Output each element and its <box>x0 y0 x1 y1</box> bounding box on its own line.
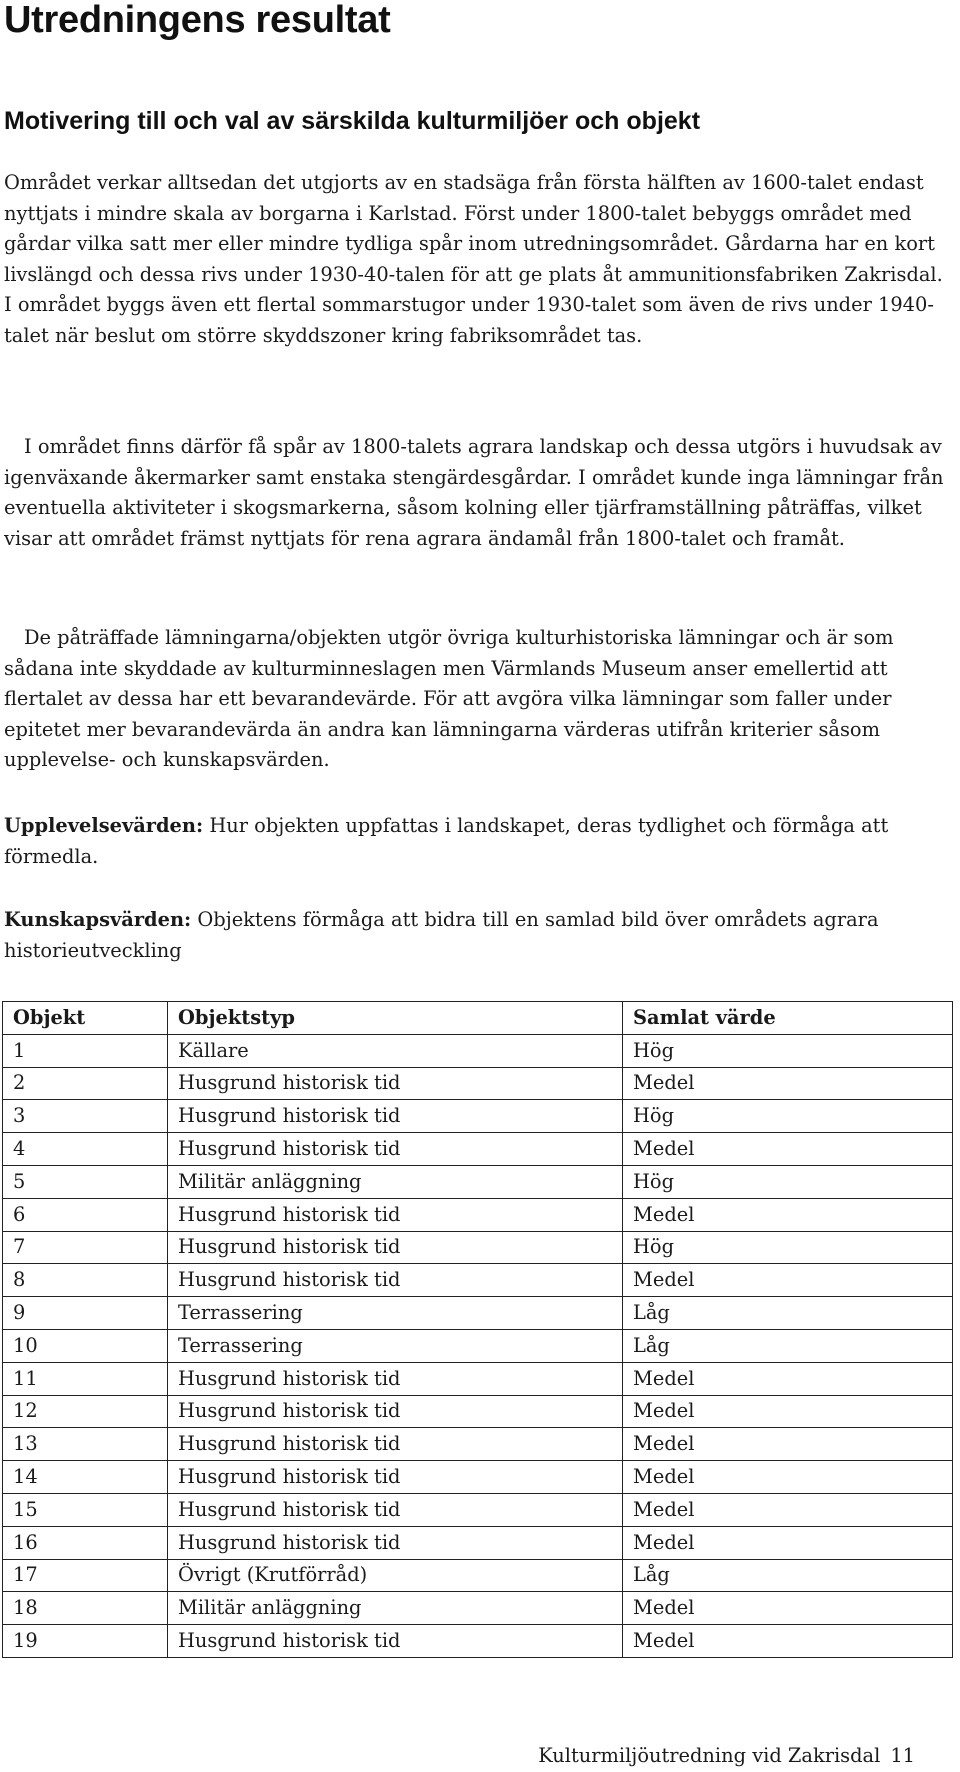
cell-total-value: Låg <box>623 1297 953 1330</box>
cell-object-type: Husgrund historisk tid <box>168 1395 623 1428</box>
cell-object-type: Terrassering <box>168 1329 623 1362</box>
cell-total-value: Medel <box>623 1198 953 1231</box>
cell-object-type: Husgrund historisk tid <box>168 1264 623 1297</box>
table-row <box>3 1100 953 1133</box>
cell-object-type: Övrigt (Krutförråd) <box>168 1559 623 1592</box>
cell-object-number: 3 <box>3 1100 168 1133</box>
cell-object-number: 1 <box>3 1034 168 1067</box>
cell-total-value: Hög <box>623 1231 953 1264</box>
cell-object-type: Husgrund historisk tid <box>168 1493 623 1526</box>
section-heading: Motivering till och val av särskilda kulturmiljöer och objekt <box>4 107 701 135</box>
cell-object-type: Husgrund historisk tid <box>168 1461 623 1494</box>
table-header-row <box>3 1002 953 1035</box>
objects-table <box>2 1001 953 1658</box>
cell-total-value: Medel <box>623 1264 953 1297</box>
cell-object-number: 4 <box>3 1133 168 1166</box>
table-row <box>3 1461 953 1494</box>
cell-total-value: Hög <box>623 1165 953 1198</box>
cell-object-type: Husgrund historisk tid <box>168 1428 623 1461</box>
table-row <box>3 1133 953 1166</box>
table-row <box>3 1198 953 1231</box>
cell-object-number: 11 <box>3 1362 168 1395</box>
cell-object-type: Husgrund historisk tid <box>168 1625 623 1658</box>
table-row <box>3 1165 953 1198</box>
cell-total-value: Medel <box>623 1461 953 1494</box>
table-body <box>3 1034 953 1657</box>
table-row <box>3 1067 953 1100</box>
cell-object-type: Husgrund historisk tid <box>168 1067 623 1100</box>
cell-object-number: 16 <box>3 1526 168 1559</box>
cell-object-type: Husgrund historisk tid <box>168 1133 623 1166</box>
cell-object-number: 7 <box>3 1231 168 1264</box>
paragraph-preservation-value: De påträffade lämningarna/objekten utgör övriga kulturhistoriska lämningar och är som sådana inte skyddade av kulturminneslagen men Värmlands Museum anser emellertid att flertalet av dessa har ett bevarandevärde. För att avgöra vilka lämningar som faller under epitetet mer bevarandevärda än andra kan lämningarna värderas utifrån kriterier såsom upplevelse- och kunskapsvärden. <box>4 626 894 772</box>
column-header-total-value: Samlat värde <box>623 1002 953 1035</box>
cell-total-value: Medel <box>623 1362 953 1395</box>
cell-object-number: 8 <box>3 1264 168 1297</box>
cell-object-number: 17 <box>3 1559 168 1592</box>
cell-object-number: 10 <box>3 1329 168 1362</box>
cell-total-value: Medel <box>623 1067 953 1100</box>
page-footer <box>538 1744 915 1768</box>
cell-object-number: 12 <box>3 1395 168 1428</box>
table-row <box>3 1625 953 1658</box>
cell-object-type: Källare <box>168 1034 623 1067</box>
page-title: Utredningens resultat <box>4 0 391 41</box>
definition-text: Objektens förmåga att bidra till en samlad bild över områdets agrara historieutveckling <box>4 908 879 962</box>
cell-total-value: Låg <box>623 1559 953 1592</box>
definition-term: Upplevelsevärden: <box>4 814 204 837</box>
table-row <box>3 1395 953 1428</box>
table-row <box>3 1034 953 1067</box>
cell-object-type: Militär anläggning <box>168 1165 623 1198</box>
definition-term: Kunskapsvärden: <box>4 908 192 931</box>
table-row <box>3 1592 953 1625</box>
column-header-object-type: Objektstyp <box>168 1002 623 1035</box>
cell-total-value: Medel <box>623 1592 953 1625</box>
page-number: 11 <box>890 1744 915 1767</box>
cell-object-type: Militär anläggning <box>168 1592 623 1625</box>
cell-total-value: Hög <box>623 1100 953 1133</box>
paragraph-history: Området verkar alltsedan det utgjorts av en stadsäga från första hälften av 1600-talet endast nyttjats i mindre skala av borgarna i Karlstad. Först under 1800-talet bebyggs området med gårdar vilka satt mer eller mindre tydliga spår inom utredningsområdet. Gårdarna har en kort livslängd och dessa rivs under 1930-40-talen för att ge plats åt ammunitionsfabriken Zakrisdal. I området byggs även ett flertal sommarstugor under 1930-talet som även de rivs under 1940-talet när beslut om större skyddszoner kring fabriksområdet tas. <box>4 171 943 347</box>
cell-total-value: Medel <box>623 1493 953 1526</box>
table-row <box>3 1559 953 1592</box>
cell-object-type: Husgrund historisk tid <box>168 1198 623 1231</box>
cell-object-type: Terrassering <box>168 1297 623 1330</box>
table-row <box>3 1362 953 1395</box>
table-row <box>3 1526 953 1559</box>
cell-total-value: Medel <box>623 1133 953 1166</box>
cell-total-value: Hög <box>623 1034 953 1067</box>
cell-object-number: 5 <box>3 1165 168 1198</box>
table-row <box>3 1329 953 1362</box>
cell-object-number: 6 <box>3 1198 168 1231</box>
table-row <box>3 1297 953 1330</box>
cell-object-number: 18 <box>3 1592 168 1625</box>
cell-object-type: Husgrund historisk tid <box>168 1362 623 1395</box>
table-row <box>3 1428 953 1461</box>
column-header-object: Objekt <box>3 1002 168 1035</box>
cell-object-number: 9 <box>3 1297 168 1330</box>
definition-experience-value <box>4 811 946 872</box>
cell-object-number: 14 <box>3 1461 168 1494</box>
definition-text: Hur objekten uppfattas i landskapet, deras tydlighet och förmåga att förmedla. <box>4 814 889 868</box>
table-row <box>3 1493 953 1526</box>
cell-object-number: 15 <box>3 1493 168 1526</box>
cell-object-type: Husgrund historisk tid <box>168 1231 623 1264</box>
cell-total-value: Medel <box>623 1625 953 1658</box>
cell-total-value: Medel <box>623 1428 953 1461</box>
cell-total-value: Låg <box>623 1329 953 1362</box>
cell-object-number: 13 <box>3 1428 168 1461</box>
footer-title: Kulturmiljöutredning vid Zakrisdal <box>538 1744 881 1767</box>
table-row <box>3 1264 953 1297</box>
cell-object-number: 2 <box>3 1067 168 1100</box>
cell-object-type: Husgrund historisk tid <box>168 1526 623 1559</box>
table-row <box>3 1231 953 1264</box>
cell-total-value: Medel <box>623 1526 953 1559</box>
definition-knowledge-value <box>4 905 946 966</box>
cell-total-value: Medel <box>623 1395 953 1428</box>
paragraph-agrarian-traces: I området finns därför få spår av 1800-talets agrara landskap och dessa utgörs i huvudsak av igenväxande åkermarker samt enstaka stengärdesgårdar. I området kunde inga lämningar från eventuella aktiviteter i skogsmarkerna, såsom kolning eller tjärframställning påträffas, vilket visar att området främst nyttjats för rena agrara ändamål från 1800-talet och framåt. <box>4 435 944 550</box>
cell-object-type: Husgrund historisk tid <box>168 1100 623 1133</box>
cell-object-number: 19 <box>3 1625 168 1658</box>
